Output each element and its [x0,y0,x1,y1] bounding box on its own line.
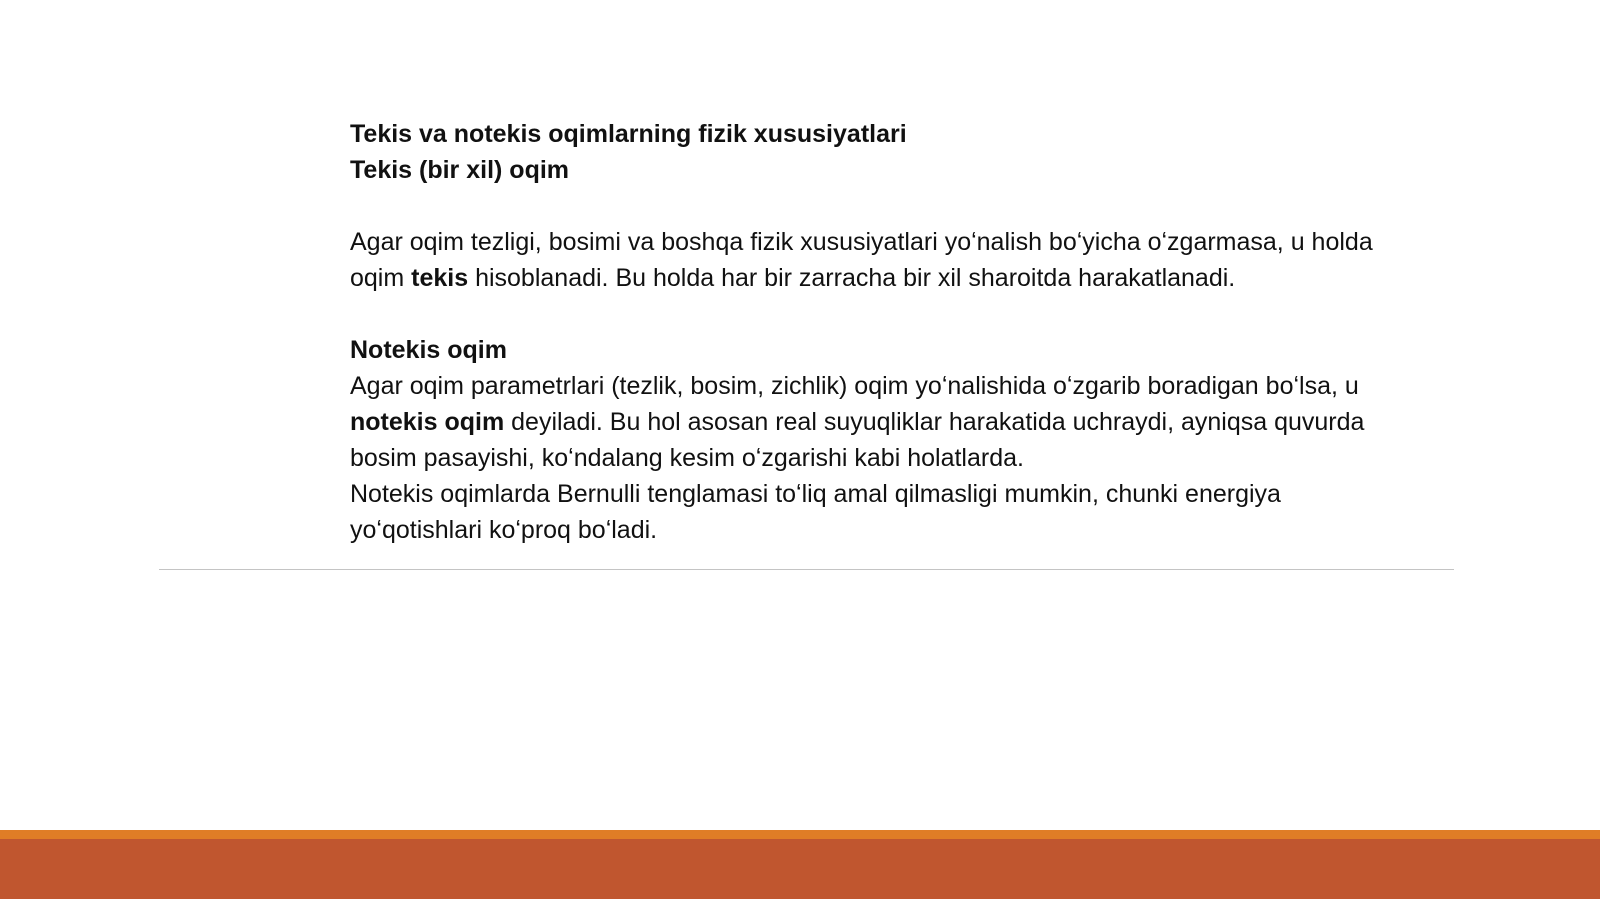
uniform-line-2-pre: oqim [350,264,412,292]
uniform-paragraph [350,224,1470,296]
uniform-line-1: Agar oqim tezligi, bosimi va boshqa fizik xususiyatlari yoʻnalish boʻyicha oʻzgarmasa, u holda [350,228,1373,256]
slide-content [350,116,1470,548]
nonuniform-line-1: Agar oqim parametrlari (tezlik, bosim, zichlik) oqim yoʻnalishida oʻzgarib boradigan boʻlsa, u [350,372,1359,400]
nonuniform-line-4: Notekis oqimlarda Bernulli tenglamasi toʻliq amal qilmasligi mumkin, chunki energiya [350,480,1281,508]
section-heading-nonuniform: Notekis oqim [350,336,507,364]
nonuniform-paragraph [350,368,1470,548]
uniform-term-bold: tekis [411,264,469,292]
nonuniform-term-bold: notekis oqim [350,408,505,436]
slide-title: Tekis va notekis oqimlarning fizik xususiyatlari [350,120,907,148]
nonuniform-line-2-post: deyiladi. Bu hol asosan real suyuqliklar harakatida uchraydi, ayniqsa quvurda [504,408,1365,436]
nonuniform-line-5: yoʻqotishlari koʻproq boʻladi. [350,516,658,544]
section-heading-uniform: Tekis (bir xil) oqim [350,156,570,184]
footer-band [0,830,1600,899]
spacer [350,296,1470,332]
uniform-line-2-post: hisoblanadi. Bu holda har bir zarracha bir xil sharoitda harakatlanadi. [468,264,1236,292]
nonuniform-line-3: bosim pasayishi, koʻndalang kesim oʻzgarishi kabi holatlarda. [350,444,1024,472]
divider-line [159,569,1454,570]
spacer [350,188,1470,224]
